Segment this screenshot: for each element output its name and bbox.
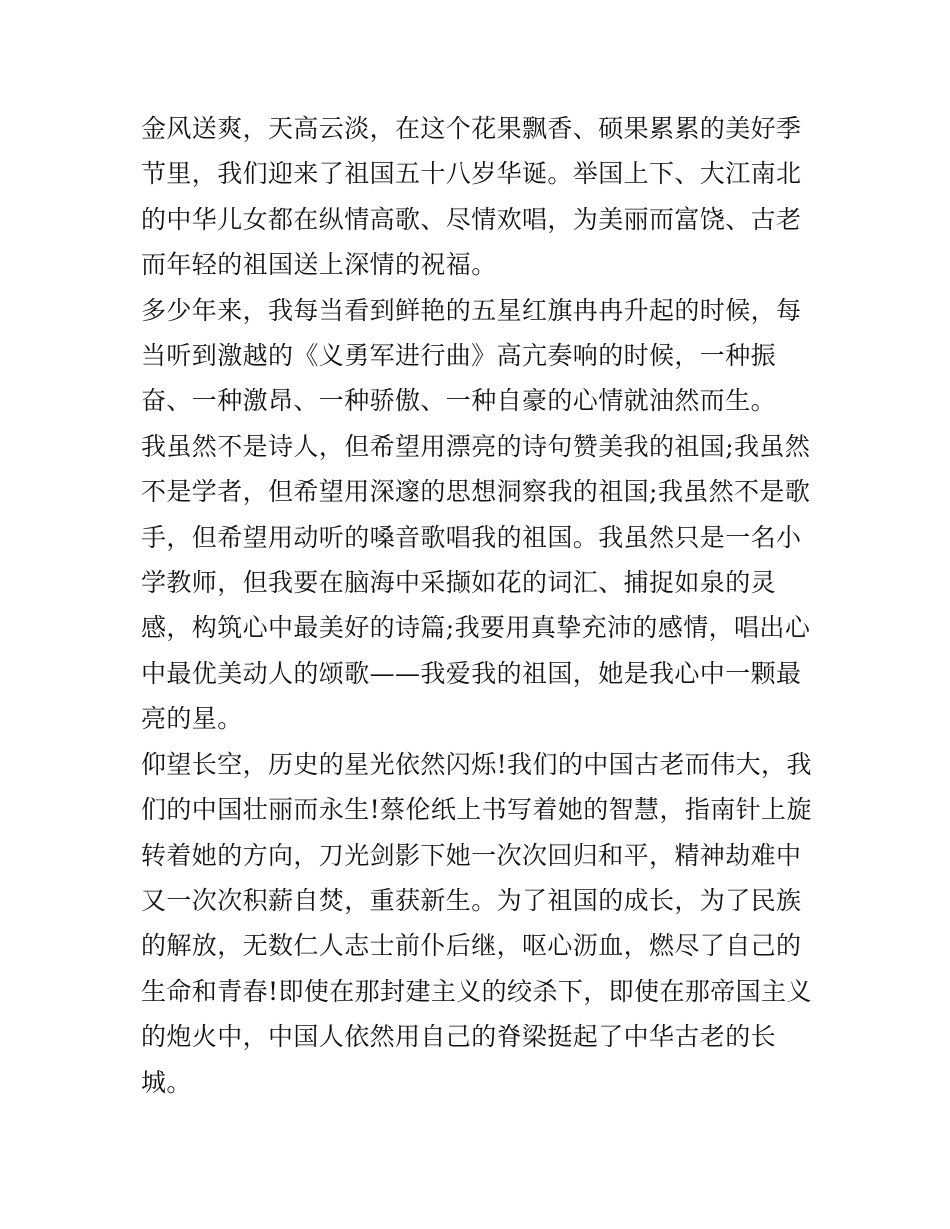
paragraph-3: 我虽然不是诗人，但希望用漂亮的诗句赞美我的祖国;我虽然不是学者，但希望用深邃的思想洞察我的祖国;我虽然不是歌手，但希望用动听的嗓音歌唱我的祖国。我虽然只是一名小学教师，但我要在脑海中采撷如花的词汇、捕捉如泉的灵感，构筑心中最美好的诗篇;我要用真挚充沛的感情，唱出心中最优美动人的颂歌——我爱我的祖国，她是我心中一颗最亮的星。: [141, 431, 811, 734]
document-body: [141, 106, 813, 1105]
paragraph-2: 多少年来，我每当看到鲜艳的五星红旗冉冉升起的时候，每当听到激越的《义勇军进行曲》高亢奏响的时候，一种振奋、一种激昂、一种骄傲、一种自豪的心情就油然而生。: [141, 295, 802, 416]
paragraph-4: 仰望长空，历史的星光依然闪烁!我们的中国古老而伟大，我们的中国壮丽而永生!蔡伦纸上书写着她的智慧，指南针上旋转着她的方向，刀光剑影下她一次次回归和平，精神劫难中又一次次积薪自焚，重获新生。为了祖国的成长，为了民族的解放，无数仁人志士前仆后继，呕心沥血，燃尽了自己的生命和青春!即使在那封建主义的绞杀下，即使在那帝国主义的炮火中，中国人依然用自己的脊梁挺起了中华古老的长城。: [141, 749, 812, 1097]
paragraph-1: 金风送爽，天高云淡，在这个花果飘香、硕果累累的美好季节里，我们迎来了祖国五十八岁华诞。举国上下、大江南北的中华儿女都在纵情高歌、尽情欢唱，为美丽而富饶、古老而年轻的祖国送上深情的祝福。: [141, 114, 802, 280]
